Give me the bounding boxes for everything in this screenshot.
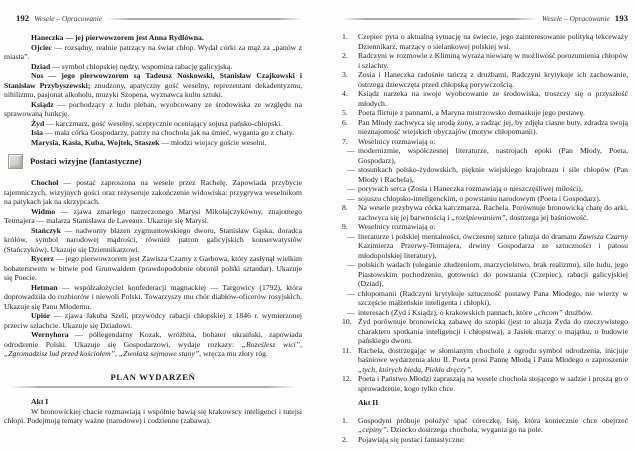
item-text: Radczyni w rozmowie z Kliminą wyraża niewiarę w możliwość porozumienia chłopów i szlachty. <box>358 51 628 70</box>
paragraph <box>4 43 302 62</box>
item-text: Żyd — karczmarz, gość weselny, sceptycznie oceniający sojusz pańsko-chłopski. <box>31 118 283 128</box>
page-header-right <box>342 13 628 24</box>
item-marker: — <box>347 231 355 241</box>
item-text: Weselnicy rozmawiają o: <box>358 136 436 146</box>
item-marker: 9. <box>342 222 348 231</box>
paragraph <box>4 138 302 148</box>
item-text: Weselnicy rozmawiają o: <box>358 222 436 231</box>
plan-heading: PLAN WYDARZEŃ <box>110 371 196 382</box>
list-item <box>342 89 628 108</box>
running-title: Wesele – Opracowanie <box>541 13 610 23</box>
item-text: Na wesele przybywa córka karczmarza, Rachela. Porównuje bronowicką chatę do arki, zachwyca się jej barwnością i „rozśpiewaniem”, dostrzega jej baśniowość. <box>358 203 628 222</box>
act2-title: Akt II <box>358 398 379 407</box>
section-title: Postaci wizyjne (fantastyczne) <box>30 155 142 166</box>
item-marker: 8. <box>342 203 348 212</box>
item-text: Wernyhora — półlegendarny Kozak, wróżbita, bohater ukraiński, zapowiada odrodzenie Polski. Ukazuje się Gospodarzowi, wydaje rozkazy: „Roześlesz wici”, „Zgromadzisz lud przed kościołem”, „Zwołasz sejmowe stany”, wręcza mu złoty róg. <box>4 330 302 358</box>
paragraph <box>4 128 302 138</box>
character-list <box>4 33 302 147</box>
page-header-left <box>4 13 302 24</box>
item-text: Rycerz — jego pierwowzorem jest Zawisza Czarny z Garbowa, który zasłynął wielkim bohaterstwem w bitwie pod Grunwaldem (prawdopodobnie obronił polski sztandar). Ukazuje się Poecie. <box>4 254 302 282</box>
item-text: Żyd porównuje bronowicką zabawę do szopki (jest to aluzja Żyda do rzeczywistego charakteru spotkania inteligencji i chłopstwa), a Jasiek marzy o majątku, o budowie pańskiego dworu. <box>358 317 628 345</box>
list-item <box>342 222 628 232</box>
item-text: Poeta flirtuje z pannami, a Maryna mistrzowsko demaskuje jego postawę. <box>358 108 585 117</box>
list-item <box>342 416 628 435</box>
item-text: Zosia i Haneczka radośnie tańczą z drużbami, Radczyni krytykuje ich zachowanie, ostrzega dziewczęta przed chłopską porywczością. <box>358 70 628 89</box>
paragraph <box>4 178 302 207</box>
item-marker: 1. <box>342 32 348 41</box>
item-text: Gospodyni próbuje położyć spać córeczkę, Isię, która koniecznie chce obejrzeć „cepiny”. Dziecko dostrzega chochoła, wygania go na pole. <box>358 415 628 434</box>
item-marker: 3. <box>342 70 348 79</box>
item-text: Stańczyk — nadworny błazen zygmuntowskiego dworu, Stanisław Gąska, doradca królów, symbol narodowej mądrości, również patron galicyjskich konserwatystów (Stańczyków). Ukazuje się Dziennikarzowi. <box>4 225 302 254</box>
paragraph <box>4 119 302 129</box>
item-text: Isia — mała córka Gospodarzy, patrzy na chochoła jak na śmieć, wygania go z chaty. <box>31 128 295 137</box>
item-marker: 4. <box>342 89 348 98</box>
item-text: Pan Młody zachwyca się urodą żony, a radząc jej, by zdjęła ciasne buty, zdradza swoją nieznajomość wiejskich obyczajów (motyw chłopomanii). <box>358 117 628 136</box>
item-marker: 2. <box>342 434 348 444</box>
list-item <box>342 317 628 346</box>
sub-list-item <box>342 308 628 318</box>
item-marker: 11. <box>342 345 352 355</box>
item-text: chłopomanii (Radczyni krytykuje sztuczność postawy Pana Młodego, nie wierzy w szczęście małżeńskie inteligenta i chłopki), <box>358 288 628 307</box>
item-marker: 12. <box>342 374 352 383</box>
paragraph <box>4 254 302 283</box>
act2-event-list <box>342 416 628 445</box>
item-marker: 6. <box>342 117 348 127</box>
item-text: Czepiec pyta o aktualną sytuację na świecie, jego zainteresowanie polityką lekceważy Dziennikarz, marzący o sielankowej polskiej wsi. <box>358 32 628 51</box>
paragraph <box>4 71 302 100</box>
item-marker: — <box>347 184 355 193</box>
sub-list-item <box>342 165 628 184</box>
paragraph <box>4 100 302 119</box>
item-marker: — <box>347 288 355 298</box>
sub-list-item <box>342 232 628 261</box>
item-text: porywach serca (Zosia i Haneczka rozmawiają o nieszczęśliwej miłości), <box>358 184 583 193</box>
item-text: Ksiądz — pochodzący z ludu pleban, wyobcowany ze środowiska ze względu na sprawowaną funkcję. <box>4 99 302 118</box>
list-item <box>342 346 628 375</box>
item-text: Chochoł — postać zaproszona na wesele przez Rachelę. Zapowiada przybycie tajemniczych, wizyjnych gości oraz reżyseruje zakończenie widowiska: przygrywa weselnikom na patykach jak na skrzypcach. <box>4 178 302 206</box>
sub-list-item <box>342 260 628 289</box>
item-text: polskich wadach (uleganie złudzeniom, marzycielstwo, brak realizmu), sile ludu, jego Piastowskim pochodzeniu, gotowości do powstania (Czepiec), rabacji galicyjskiej (Dziad), <box>358 260 628 288</box>
item-marker: — <box>347 193 355 203</box>
list-item <box>342 70 628 89</box>
act1-event-list <box>342 32 628 393</box>
item-text: literaturze i polskiej mentalności, ówczesnej sztuce (aluzja do dramatu Zawisza Czarny Kazimierza Przerwy-Tetmajera, drwiny Gospodarza ze sztuczności i patosu młodopolskiej literatury), <box>358 231 628 260</box>
item-marker: 10. <box>342 317 352 326</box>
item-text: Ojciec — rozsądny, realnie patrzący na świat chłop. Wydał córki za mąż za „panów z miasta”. <box>4 42 302 61</box>
section-heading <box>4 154 302 169</box>
item-marker: — <box>347 260 355 269</box>
paragraph <box>4 207 302 226</box>
plan-heading-divider <box>10 386 296 388</box>
list-item <box>342 137 628 147</box>
sub-list-item <box>342 146 628 165</box>
vision-character-list <box>4 178 302 359</box>
header-divider <box>342 18 537 20</box>
item-text: sojuszu chłopsko-inteligenckim, o powstaniu narodowym (Poeta i Gospodarz). <box>358 193 601 203</box>
paragraph <box>4 33 302 43</box>
item-marker: 7. <box>342 136 348 146</box>
page-left <box>4 0 302 452</box>
paragraph <box>4 62 302 72</box>
item-text: Pojawiają się postaci fantastyczne: <box>358 434 465 444</box>
sub-list-item <box>342 184 628 194</box>
sub-list-item <box>342 194 628 204</box>
item-text: Marysia, Kasia, Kuba, Wojtek, Staszek — młodzi wiejscy goście weselni. <box>31 137 267 147</box>
item-text: Dziad — symbol chłopskiej nędzy, wspomina rabację galicyjską. <box>31 61 233 71</box>
list-item <box>342 203 628 222</box>
page-number: 192 <box>16 13 30 23</box>
act1-title: Akt I <box>31 397 49 406</box>
item-text: Rachela, dostrzegając w słomianym chochole z ogrodu symbol odrodzenia, inicjuje baśniowe wydarzenia aktu II. Poeta prosi Pannę Młodą i Pana Młodego o zaproszenie „tych, których bieda, Piekło dręczy”. <box>358 345 628 374</box>
paragraph <box>4 330 302 359</box>
item-text: interesach (Żyd i Ksiądz), o krakowskich pannach, które „chcom” drużbów. <box>358 307 593 317</box>
ornament-square-icon <box>8 154 23 169</box>
paragraph <box>4 311 302 330</box>
list-item <box>342 51 628 70</box>
list-item <box>342 118 628 137</box>
item-text: Nos — jego pierwowzorem są Tadeusz Noskowski, Stanisław Czajkowski i Stanisław Przybyszewski; znudzony, apatyczny gość weselny, reprezentant dekadentyzmu, nihilizmu, pasjonat alkoholu, muzyki Szopena, wyznawca kultu sztuki. <box>4 71 302 99</box>
list-item <box>342 435 628 445</box>
item-text: Ksiądz narzeka na swoje wyobcowanie ze środowiska, troszczy się o przyszłość młodych. <box>358 89 628 108</box>
page-right <box>342 0 628 452</box>
act1-summary: W bronowickiej chacie rozmawiają i wspólnie bawią się krakowscy inteligenci i tutejsi chłopi. Podejmują tematy ważne (narodowe) i codzienne (zabawa). <box>4 406 302 425</box>
item-marker: 2. <box>342 51 348 60</box>
item-text: stosunkach polsko-żydowskich, pięknie wiejskiego krajobrazu i sile chłopów (Pan Młody i Rachela), <box>358 165 628 184</box>
page-number: 193 <box>614 13 628 23</box>
item-text: Haneczka — jej pierwowzorem jest Anna Rydlówna. <box>31 33 204 42</box>
item-marker: — <box>347 146 355 155</box>
list-item <box>342 374 628 393</box>
list-item <box>342 32 628 51</box>
item-marker: — <box>347 307 355 317</box>
header-divider <box>107 18 302 20</box>
item-text: modernizmie, współczesnej literaturze, nastrojach epoki (Pan Młody, Poeta, Gospodarz), <box>358 146 628 165</box>
item-text: Widmo — zjawa zmarłego narzeczonego Marysi Mikołajczykówny, znajomego Tetmajera — malarza Stanisława de Laveaux. Ukazuje się Marysi. <box>4 206 302 225</box>
item-text: Hetman — współzałożyciel konfederacji magnackiej — Targowicy (1792), która doprowadziła do rozbiorów i niewoli Polski. Towarzyszy mu chór diabłów-oficerów rosyjskich. Ukazuje się Panu Młodemu. <box>4 282 302 311</box>
item-marker: 5. <box>342 108 348 117</box>
item-marker: — <box>347 165 355 174</box>
paragraph <box>4 283 302 312</box>
item-marker: 1. <box>342 415 348 425</box>
paragraph <box>4 226 302 255</box>
sub-list-item <box>342 289 628 308</box>
list-item <box>342 108 628 118</box>
item-text: Poeta i Państwo Młodzi zapraszają na wesele chochoła stojącego w sadzie i proszą go o sprowadzenie, kogo tylko chce. <box>358 374 628 393</box>
item-text: Upiór — zjawa Jakuba Szeli, przywódcy rabacji chłopskiej z 1846 r. wymierzonej przeciw szlachcie. Ukazuje się Dziadowi. <box>4 311 302 330</box>
running-title: Wesele – Opracowanie <box>34 13 103 23</box>
